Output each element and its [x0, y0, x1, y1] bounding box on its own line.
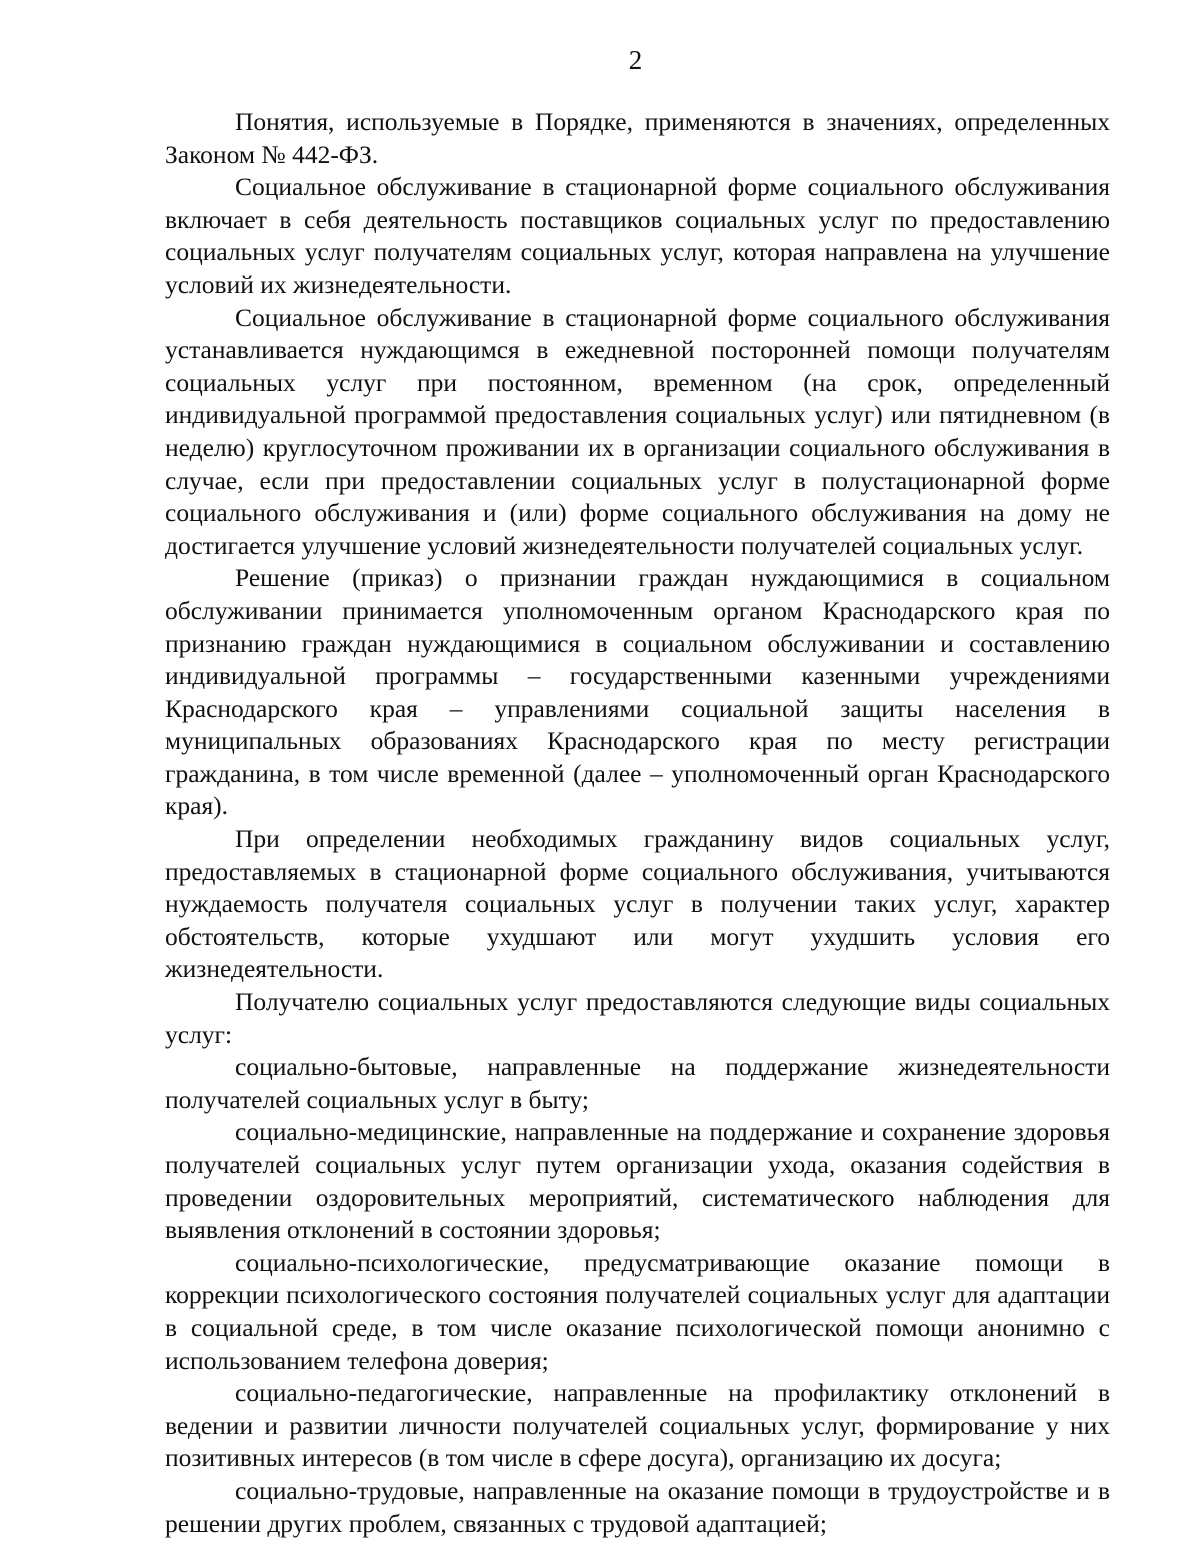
document-body: [165, 106, 1110, 1540]
paragraph-social-medical: социально-медицинские, направленные на поддержание и сохранение здоровья получателей социальных услуг путем организации ухода, оказания содействия в проведении оздоровительных мероприятий, систематического наблюдения для выявления отклонений в состоянии здоровья;: [165, 1117, 1110, 1245]
paragraph-inpatient-service-eligibility: Социальное обслуживание в стационарной форме социального обслуживания устанавливается нуждающимся в ежедневной посторонней помощи получателям социальных услуг при постоянном, временном (на срок, определенный индивидуальной программой предоставления социальных услуг) или пятидневном (в неделю) круглосуточном проживании их в организации социального обслуживания в случае, если при предоставлении социальных услуг в полустационарной форме социального обслуживания и (или) форме социального обслуживания на дому не достигается улучшение условий жизнедеятельности получателей социальных услуг.: [165, 302, 1110, 560]
paragraph-social-household: социально-бытовые, направленные на поддержание жизнедеятельности получателей социальных услуг в быту;: [165, 1052, 1110, 1114]
paragraph-social-psychological: социально-психологические, предусматривающие оказание помощи в коррекции психологического состояния получателей социальных услуг для адаптации в социальной среде, в том числе оказание психологической помощи анонимно с использованием телефона доверия;: [165, 1247, 1110, 1375]
paragraph-definitions: Понятия, используемые в Порядке, применяются в значениях, определенных Законом № 442-ФЗ.: [165, 107, 1110, 169]
page-number: 2: [628, 45, 643, 75]
paragraph-inpatient-service-scope: Социальное обслуживание в стационарной форме социального обслуживания включает в себя деятельность поставщиков социальных услуг по предоставлению социальных услуг получателям социальных услуг, которая направлена на улучшение условий их жизнедеятельности.: [165, 172, 1110, 299]
paragraph-decision-order: Решение (приказ) о признании граждан нуждающимися в социальном обслуживании принимается уполномоченным органом Краснодарского края по признанию граждан нуждающимися в социальном обслуживании и составлению индивидуальной программы – государственными казенными учреждениями Краснодарского края – управлениями социальной защиты населения в муниципальных образованиях Краснодарского края по месту регистрации гражданина, в том числе временной (далее – уполномоченный орган Краснодарского края).: [165, 563, 1110, 821]
paragraph-social-pedagogical: социально-педагогические, направленные на профилактику отклонений в ведении и развитии личности получателей социальных услуг, формирование у них позитивных интересов (в том числе в сфере досуга), организацию их досуга;: [165, 1378, 1110, 1473]
paragraph-service-types-intro: Получателю социальных услуг предоставляются следующие виды социальных услуг:: [165, 987, 1110, 1049]
paragraph-service-needs: При определении необходимых гражданину видов социальных услуг, предоставляемых в стационарной форме социального обслуживания, учитываются нуждаемость получателя социальных услуг в получении таких услуг, характер обстоятельств, которые ухудшают или могут ухудшить условия его жизнедеятельности.: [165, 824, 1110, 984]
paragraph-social-labor: социально-трудовые, направленные на оказание помощи в трудоустройстве и в решении других проблем, связанных с трудовой адаптацией;: [165, 1475, 1110, 1538]
